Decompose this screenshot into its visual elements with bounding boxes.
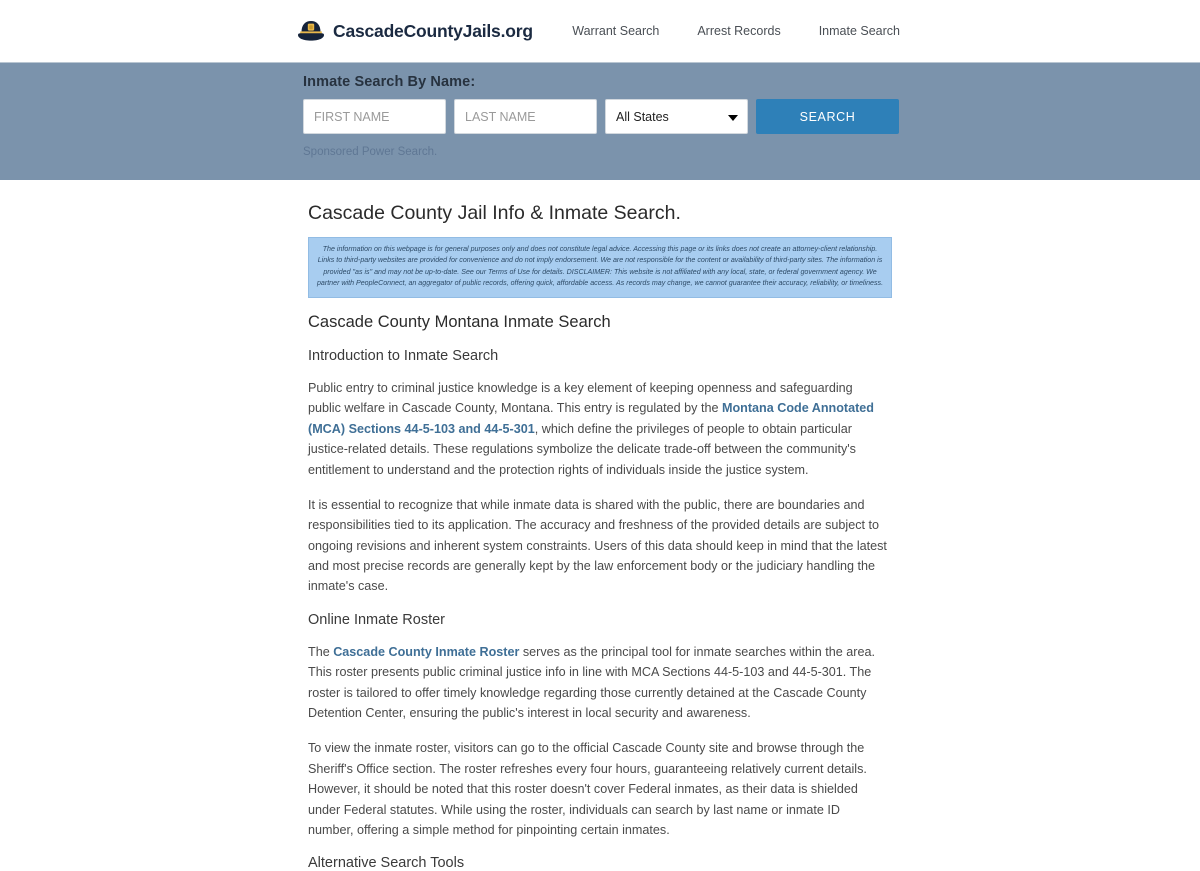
search-button[interactable]: SEARCH — [756, 99, 899, 134]
paragraph-roster-access: To view the inmate roster, visitors can go to the official Cascade County site and browse through the Sheriff's Office section. The roster refreshes every four hours, guaranteeing relatively current details. However, it should be noted that this roster doesn't cover Federal inmates, as their data is shielded under Federal statutes. While using the roster, individuals can search by last name or inmate ID number, offering a simple method for pinpointing certain inmates. — [308, 741, 867, 837]
brand-logo-link[interactable] — [296, 18, 533, 44]
heading-online-inmate-roster: Online Inmate Roster — [308, 611, 446, 628]
brand-name: CascadeCountyJails.org — [333, 20, 533, 41]
paragraph-intro-text-after: , which define the privileges of people to obtain particular justice-related details. These regulations symbolize the delicate trade-off between the community's entitlement to understand and the protection rights of individuals inside the justice system. — [308, 421, 856, 477]
legal-disclaimer-banner: The information on this webpage is for general purposes only and does not constitute legal advice. Accessing this page or its links does not create an attorney-client relationship. Links to third-party websites are provided for convenience and do not imply endorsement. We are not responsible for the content or availability of third-party sites. The information is provided "as is" and may not be up-to-date. See our Terms of Use for details. DISCLAIMER: This website is not affiliated with any local, state, or federal government agency. We partner with PeopleConnect, an aggregator of public records, offering quick, affordable access. As records may change, we cannot guarantee their accuracy, reliability, or timeliness. — [308, 237, 892, 298]
state-select[interactable] — [605, 99, 748, 134]
section-title: Cascade County Montana Inmate Search — [308, 312, 611, 331]
nav-item-arrest-records[interactable]: Arrest Records — [697, 24, 781, 38]
inmate-search-band — [0, 62, 1200, 180]
police-cap-icon — [296, 18, 326, 44]
search-band-title: Inmate Search By Name: — [303, 74, 476, 90]
nav-item-inmate-search[interactable]: Inmate Search — [818, 24, 900, 38]
main-nav — [572, 24, 900, 38]
heading-introduction-to-inmate-search: Introduction to Inmate Search — [308, 347, 499, 364]
sponsored-power-search-note: Sponsored Power Search. — [303, 146, 438, 158]
last-name-input[interactable] — [454, 99, 597, 134]
article-content — [0, 202, 1200, 871]
link-cascade-county-inmate-roster[interactable]: Cascade County Inmate Roster — [333, 644, 520, 659]
paragraph-roster — [308, 642, 888, 724]
heading-alternative-search-tools: Alternative Search Tools — [308, 855, 465, 871]
inmate-search-form — [303, 99, 900, 134]
page-title: Cascade County Jail Info & Inmate Search. — [308, 202, 681, 224]
nav-item-warrant-search[interactable]: Warrant Search — [572, 24, 660, 38]
paragraph-data-responsibilities: It is essential to recognize that while inmate data is shared with the public, there are boundaries and responsibilities tied to its application. The accuracy and freshness of the provided details are subject to ongoing revisions and inherent system constraints. Users of this data should keep in mind that the latest and most precise records are generally kept by the law enforcement body or the judiciary handling the inmate's case. — [308, 497, 887, 594]
site-header — [0, 0, 1200, 62]
search-band-inner — [0, 63, 1200, 158]
link-montana-code-annotated[interactable]: Montana Code Annotated (MCA) Sections 44-5-103 and 44-5-301 — [308, 401, 875, 436]
paragraph-intro — [308, 378, 888, 480]
paragraph-intro-text-before: Public entry to criminal justice knowledge is a key element of keeping openness and safeguarding public welfare in Cascade County, Montana. This entry is regulated by the — [308, 380, 853, 416]
paragraph-roster-text-before: The — [308, 644, 334, 659]
first-name-input[interactable] — [303, 99, 446, 134]
state-select-wrapper — [605, 99, 748, 134]
header-inner — [0, 18, 1200, 44]
paragraph-roster-text-after: serves as the principal tool for inmate searches within the area. This roster presents public criminal justice info in line with MCA Sections 44-5-103 and 44-5-301. The roster is tailored to offer timely knowledge regarding those currently detained at the Cascade County Detention Center, ensuring the public's interest in local security and awareness. — [308, 644, 875, 721]
